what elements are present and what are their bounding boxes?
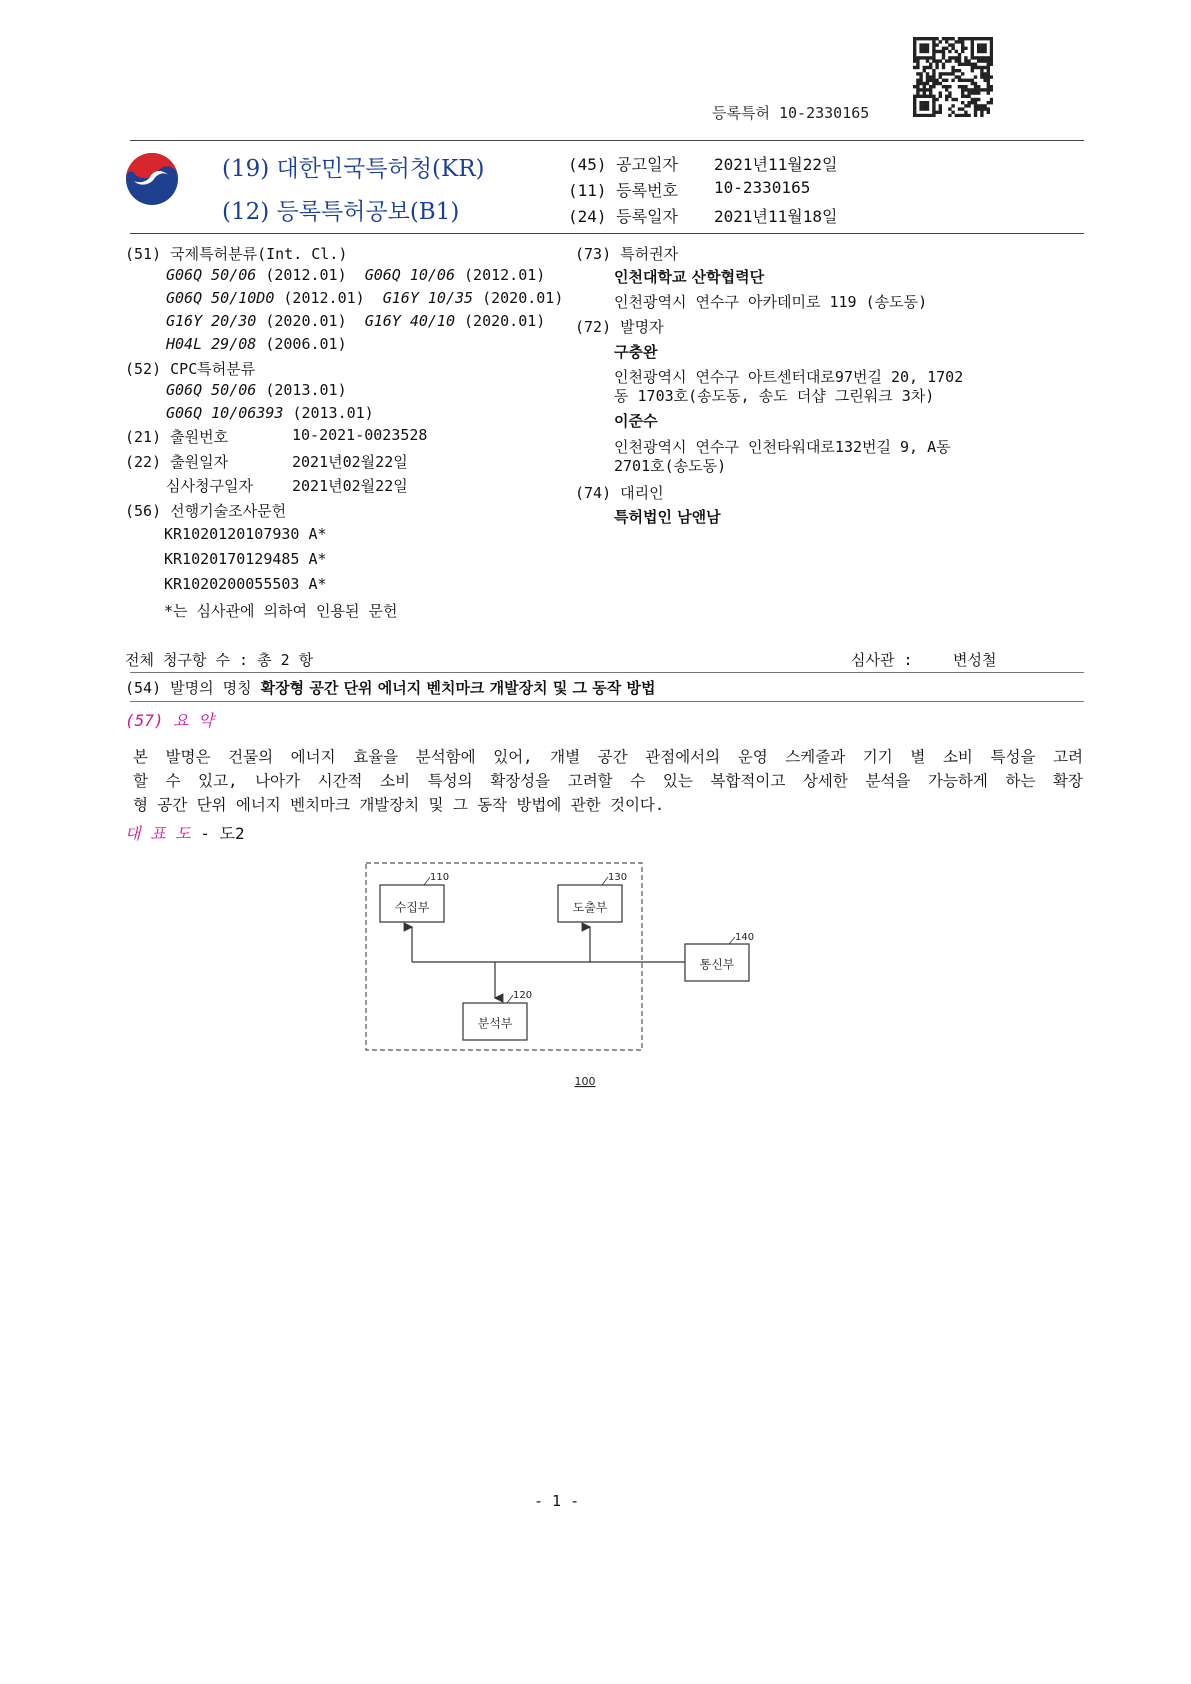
ipc-row: G06Q 50/06 (2012.01) G06Q 10/06 (2012.01) (166, 266, 546, 284)
prior-art-label: (56) 선행기술조사문헌 (125, 502, 287, 520)
inventor-address: 인천광역시 연수구 인천타워대로132번길 9, A동 (614, 438, 951, 456)
inventor-name: 구충완 (614, 343, 658, 361)
collector-box (380, 885, 447, 925)
box-label: 분석부 (477, 1016, 513, 1031)
derivation-box (558, 885, 622, 922)
abstract-line: 할 수 있고, 나아가 시간적 소비 특성의 확장성을 고려할 수 있는 복합적이고 상세한 분석을 가능하게 하는 확장 (133, 772, 1083, 790)
ipc-label: (51) 국제특허분류(Int. Cl.) (125, 245, 348, 263)
box-label: 도출부 (572, 900, 608, 915)
prior-art-item: KR1020200055503 A* (164, 575, 327, 593)
inventor-address: 동 1703호(송도동, 송도 더샵 그린워크 3차) (614, 387, 935, 405)
agent-label: (74) 대리인 (575, 484, 664, 502)
application-date-value: 2021년02월22일 (292, 453, 408, 471)
exam-request-label: 심사청구일자 (166, 477, 253, 495)
registration-date-label: (24) 등록일자 (568, 207, 678, 226)
abstract-line: 본 발명은 건물의 에너지 효율을 분석함에 있어, 개별 공간 관점에서의 운영 스케줄과 기기 별 소비 특성을 고려 (133, 748, 1083, 766)
inventor-address: 인천광역시 연수구 아트센터대로97번길 20, 1702 (614, 368, 964, 386)
ref-numeral: 140 (735, 932, 755, 943)
communication-box (685, 944, 749, 981)
exam-request-value: 2021년02월22일 (292, 477, 408, 495)
representative-drawing: 대 표 도 - 도2 (125, 824, 245, 843)
registration-number-value: 10-2330165 (714, 178, 811, 197)
application-date-label: (22) 출원일자 (125, 453, 229, 471)
system-label: 100 (574, 1075, 596, 1088)
ipc-row: H04L 29/08 (2006.01) (166, 335, 347, 353)
prior-art-item: KR1020120107930 A* (164, 525, 327, 543)
qr-code (913, 37, 993, 117)
box-label: 통신부 (699, 957, 735, 972)
ipc-row: G06Q 50/10D0 (2012.01) G16Y 10/35 (2020.01) (166, 289, 564, 307)
ipc-row: G16Y 20/30 (2020.01) G16Y 40/10 (2020.01) (166, 312, 546, 330)
cpc-row: G06Q 10/06393 (2013.01) (166, 404, 374, 422)
inventor-address: 2701호(송도동) (614, 457, 727, 475)
abstract-line: 형 공간 단위 에너지 벤치마크 개발장치 및 그 동작 방법에 관한 것이다. (133, 796, 665, 814)
block-diagram (350, 855, 770, 1095)
patentee-address: 인천광역시 연수구 아카데미로 119 (송도동) (614, 293, 928, 311)
patentee-label: (73) 특허권자 (575, 245, 679, 263)
ref-numeral: 120 (513, 990, 533, 1001)
registration-number-label: (11) 등록번호 (568, 181, 678, 200)
page-number: - 1 - (534, 1492, 580, 1510)
cpc-label: (52) CPC특허분류 (125, 360, 256, 378)
inventors-label: (72) 발명자 (575, 318, 664, 336)
ref-numeral: 130 (608, 872, 628, 883)
application-number-label: (21) 출원번호 (125, 428, 229, 446)
office-name: (19) 대한민국특허청(KR) (222, 156, 485, 182)
agent-name: 특허법인 남앤남 (614, 508, 721, 526)
examiner-label: 심사관 : (851, 651, 913, 669)
prior-art-note: *는 심사관에 의하여 인용된 문헌 (164, 602, 398, 620)
registration-date-value: 2021년11월18일 (714, 207, 838, 226)
box-label: 수집부 (394, 900, 430, 915)
prior-art-item: KR1020170129485 A* (164, 550, 327, 568)
inventor-name: 이준수 (614, 412, 658, 430)
invention-title: (54) 발명의 명칭 확장형 공간 단위 에너지 벤치마크 개발장치 및 그 동작 방법 (125, 679, 656, 697)
patentee-name: 인천대학교 산학협력단 (614, 268, 765, 286)
examiner-name: 변성철 (953, 651, 997, 669)
doc-number-label: 등록특허 10-2330165 (712, 104, 870, 122)
kipo-logo-icon (124, 151, 180, 207)
ref-numeral: 110 (430, 872, 450, 883)
publication-type: (12) 등록특허공보(B1) (222, 199, 460, 225)
application-number-value: 10-2021-0023528 (292, 426, 428, 444)
analysis-box (463, 1003, 527, 1040)
publication-date-value: 2021년11월22일 (714, 155, 838, 174)
publication-date-label: (45) 공고일자 (568, 155, 678, 174)
cpc-row: G06Q 50/06 (2013.01) (166, 381, 347, 399)
claim-count: 전체 청구항 수 : 총 2 항 (125, 651, 314, 669)
abstract-heading: (57) 요 약 (125, 711, 214, 730)
